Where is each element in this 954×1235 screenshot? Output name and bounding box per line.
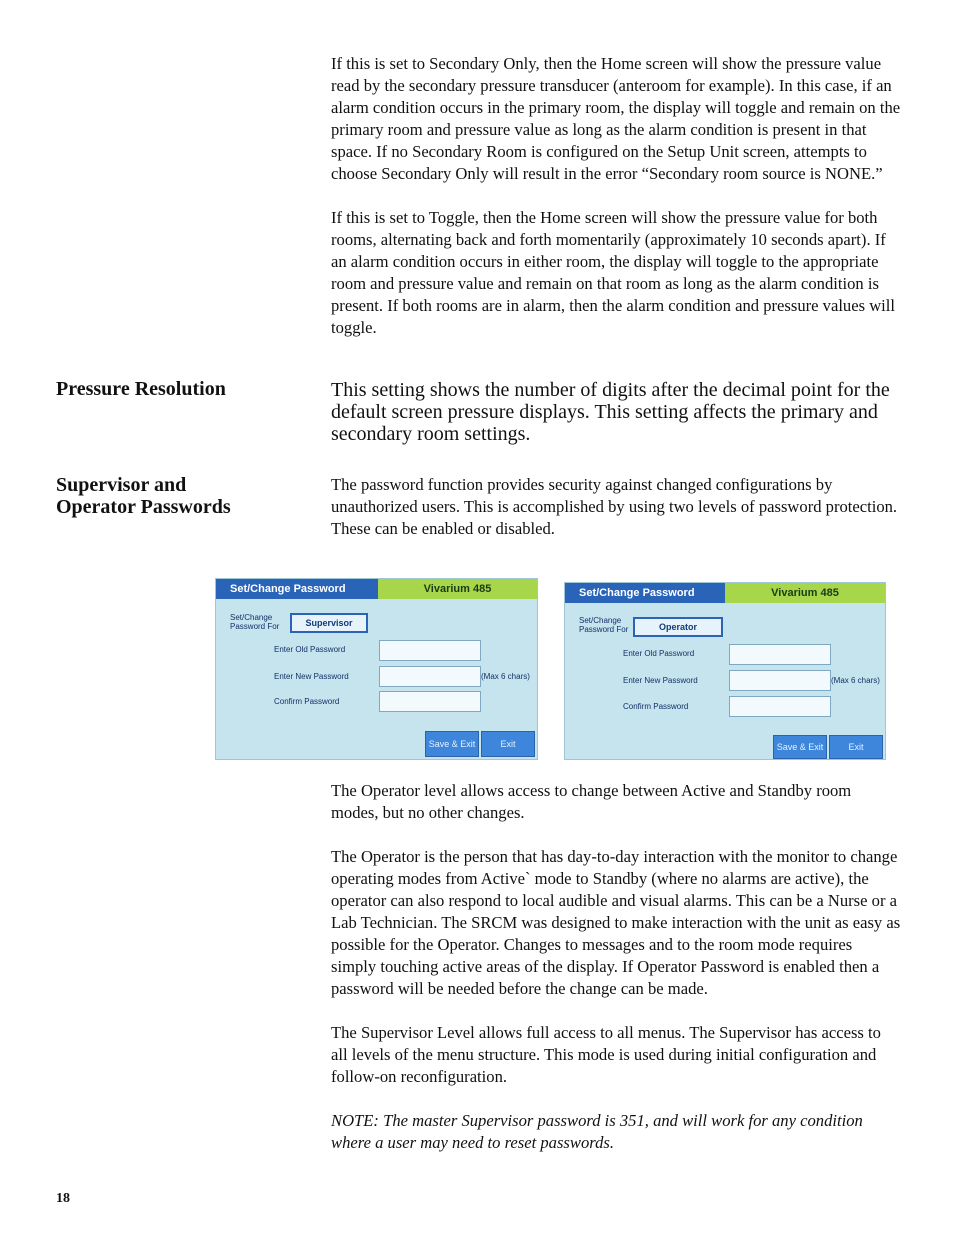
confirm-password-field[interactable] <box>729 696 831 717</box>
device-name: Vivarium 485 <box>378 579 537 599</box>
set-for-line2: Password For <box>579 625 629 634</box>
page-number: 18 <box>56 1191 70 1206</box>
screen-header <box>565 583 885 603</box>
paragraph-toggle: If this is set to Toggle, then the Home screen will show the pressure value for both rooms, alternating back and forth momentarily (approximately 10 seconds apart). If an alarm condition occurs in either room, the display will toggle to the appropriate room and pressure value and remain on that room as long as the alarm condition is present. If both rooms are in alarm, then the alarm condition and pressure values will toggle. <box>331 208 896 337</box>
old-password-label: Enter Old Password <box>623 649 695 658</box>
device-name: Vivarium 485 <box>725 583 885 603</box>
old-password-label: Enter Old Password <box>274 645 346 654</box>
heading-passwords-line2: Operator Passwords <box>56 496 231 518</box>
confirm-password-field[interactable] <box>379 691 481 712</box>
paragraph-password-function: The password function provides security against changed configurations by unauthorized users. This is accomplished by using two levels of password protection. These can be enabled or disabled. <box>331 475 898 538</box>
body-column-top <box>331 53 901 339</box>
body-column-bottom <box>331 780 901 1154</box>
screen-title: Set/Change Password <box>565 583 725 603</box>
old-password-field[interactable] <box>729 644 831 665</box>
exit-button[interactable]: Exit <box>481 731 535 757</box>
role-selector-button[interactable]: Supervisor <box>290 613 368 633</box>
max-chars-note: (Max 6 chars) <box>481 672 530 681</box>
password-screen-operator <box>564 582 886 760</box>
paragraph-pressure-resolution: This setting shows the number of digits after the decimal point for the default screen pressure displays. This setting affects the primary and secondary room settings. <box>331 379 890 445</box>
heading-passwords <box>56 474 231 518</box>
new-password-label: Enter New Password <box>274 672 349 681</box>
set-for-line2: Password For <box>230 622 280 631</box>
confirm-password-label: Confirm Password <box>623 702 689 711</box>
new-password-label: Enter New Password <box>623 676 698 685</box>
screen-header <box>216 579 537 599</box>
paragraph-operator-level: The Operator level allows access to change between Active and Standby room modes, but no other changes. <box>331 781 852 822</box>
note-master-password: NOTE: The master Supervisor password is 351, and will work for any condition where a user may need to reset passwords. <box>331 1111 863 1152</box>
heading-pressure-resolution: Pressure Resolution <box>56 378 226 400</box>
max-chars-note: (Max 6 chars) <box>831 676 880 685</box>
exit-button[interactable]: Exit <box>829 735 883 759</box>
save-exit-button[interactable]: Save & Exit <box>773 735 827 759</box>
set-for-label <box>579 616 628 634</box>
new-password-field[interactable] <box>729 670 831 691</box>
set-for-line1: Set/Change <box>579 616 622 625</box>
confirm-password-label: Confirm Password <box>274 697 340 706</box>
save-exit-button[interactable]: Save & Exit <box>425 731 479 757</box>
set-for-line1: Set/Change <box>230 613 273 622</box>
paragraph-secondary-only: If this is set to Secondary Only, then the Home screen will show the pressure value read by the secondary pressure transducer (anteroom for example). In this case, if an alarm condition occurs in the primary room, the display will toggle and remain on the primary room and pressure value as long as the alarm condition is present in that space. If no Secondary Room is configured on the Setup Unit screen, attempts to choose Secondary Only will result in the error “Secondary room source is NONE.” <box>331 54 901 183</box>
heading-passwords-line1: Supervisor and <box>56 474 187 496</box>
new-password-field[interactable] <box>379 666 481 687</box>
old-password-field[interactable] <box>379 640 481 661</box>
role-selector-button[interactable]: Operator <box>633 617 723 637</box>
set-for-label <box>230 613 279 631</box>
paragraph-operator-person: The Operator is the person that has day-to-day interaction with the monitor to change operating modes from Active` mode to Standby (where no alarms are active), the operator can also respond to local audible and visual alarms. This can be a Nurse or a Lab Technician. The SRCM was designed to make interaction with the unit as easy as possible for the Operator. Changes to messages and to the room mode requires simply touching active areas of the display. If Operator Password is enabled then a password will be needed before the change can be made. <box>331 847 901 998</box>
screen-title: Set/Change Password <box>216 579 378 599</box>
password-screen-supervisor <box>215 578 538 760</box>
paragraph-supervisor-level: The Supervisor Level allows full access to all menus. The Supervisor has access to all levels of the menu structure. This mode is used during initial configuration and follow-on reconfiguration. <box>331 1023 881 1086</box>
